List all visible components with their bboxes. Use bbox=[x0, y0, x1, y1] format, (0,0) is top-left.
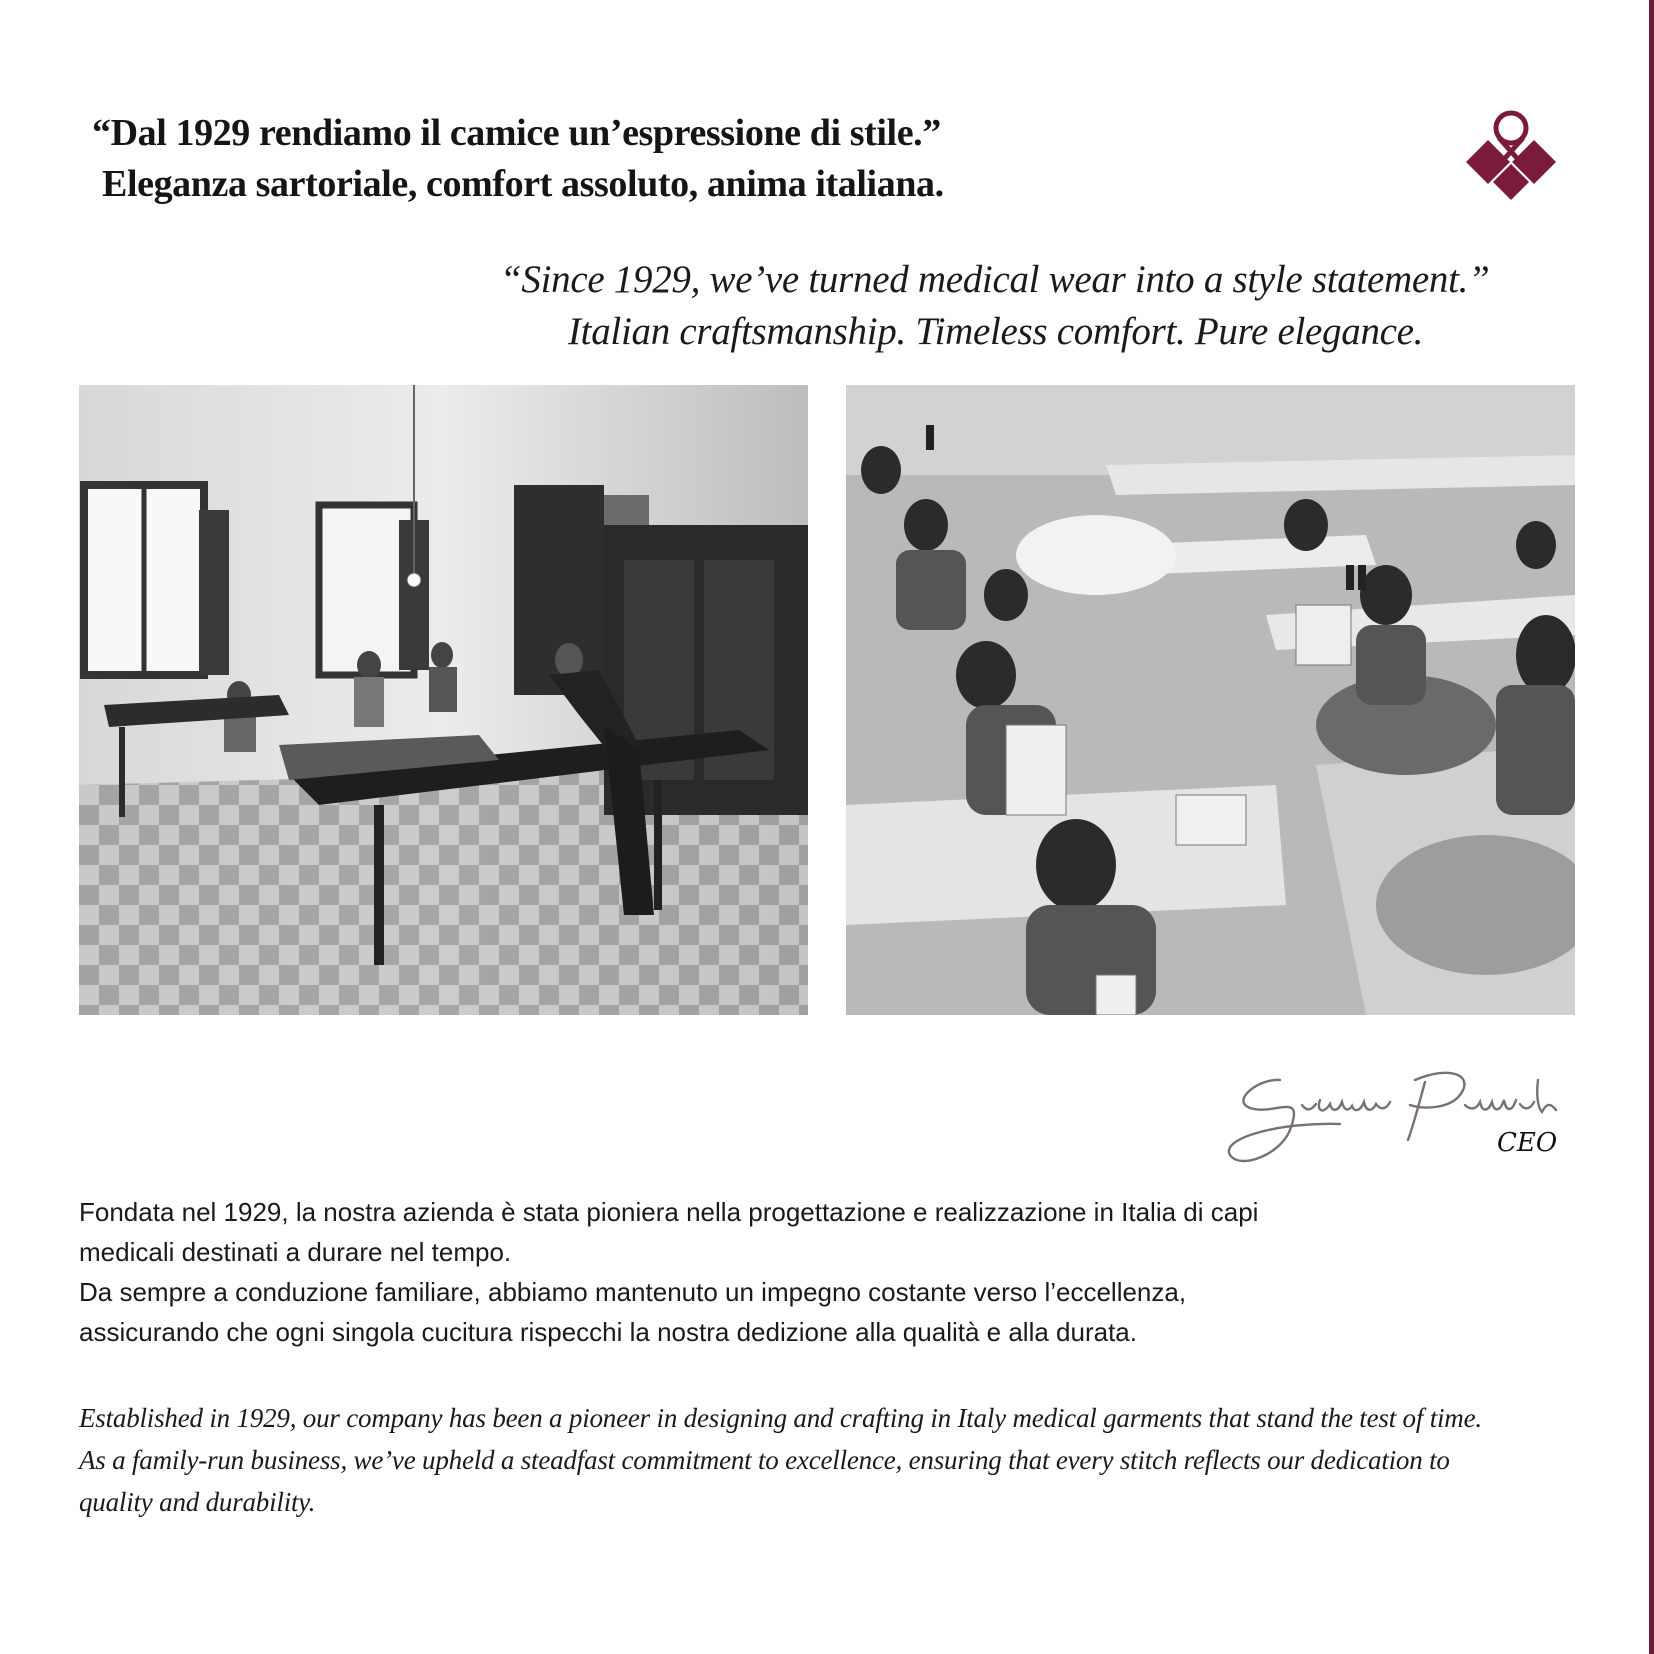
diamond-knot-logo-icon bbox=[1466, 104, 1556, 208]
english-body-line-2: As a family-run business, we’ve upheld a steadfast commitment to excellence, ensuring that every stitch reflects our dedication to bbox=[79, 1445, 1450, 1475]
english-body-text bbox=[79, 1397, 1599, 1523]
right-accent-rule bbox=[1649, 0, 1654, 1654]
italian-body-line-2: medicali destinati a durare nel tempo. bbox=[79, 1237, 512, 1267]
italian-body-line-3: Da sempre a conduzione familiare, abbiamo mantenuto un impegno costante verso l’eccellenza, bbox=[79, 1277, 1187, 1307]
italian-body-line-4: assicurando che ogni singola cucitura rispecchi la nostra dedizione alla qualità e alla durata. bbox=[79, 1317, 1137, 1347]
italian-quote-line-1: “Dal 1929 rendiamo il camice un’espressione di stile.” bbox=[92, 112, 941, 154]
italian-quote bbox=[92, 108, 1092, 210]
italian-body-text bbox=[79, 1192, 1599, 1352]
modern-workshop-photo bbox=[846, 385, 1575, 1015]
ceo-title: CEO bbox=[1497, 1128, 1558, 1158]
english-quote-line-2: Italian craftsmanship. Timeless comfort. Pure elegance. bbox=[568, 310, 1424, 353]
historic-workshop-photo bbox=[79, 385, 808, 1015]
english-quote bbox=[500, 254, 1580, 358]
english-body-line-1: Established in 1929, our company has been a pioneer in designing and crafting in Italy medical garments that stand the test of time. bbox=[79, 1403, 1482, 1433]
italian-body-line-1: Fondata nel 1929, la nostra azienda è stata pioniera nella progettazione e realizzazione in Italia di capi bbox=[79, 1197, 1259, 1227]
italian-quote-line-2: Eleganza sartoriale, comfort assoluto, anima italiana. bbox=[102, 163, 944, 205]
english-quote-line-1: “Since 1929, we’ve turned medical wear into a style statement.” bbox=[500, 258, 1490, 301]
english-body-line-3: quality and durability. bbox=[79, 1487, 316, 1517]
